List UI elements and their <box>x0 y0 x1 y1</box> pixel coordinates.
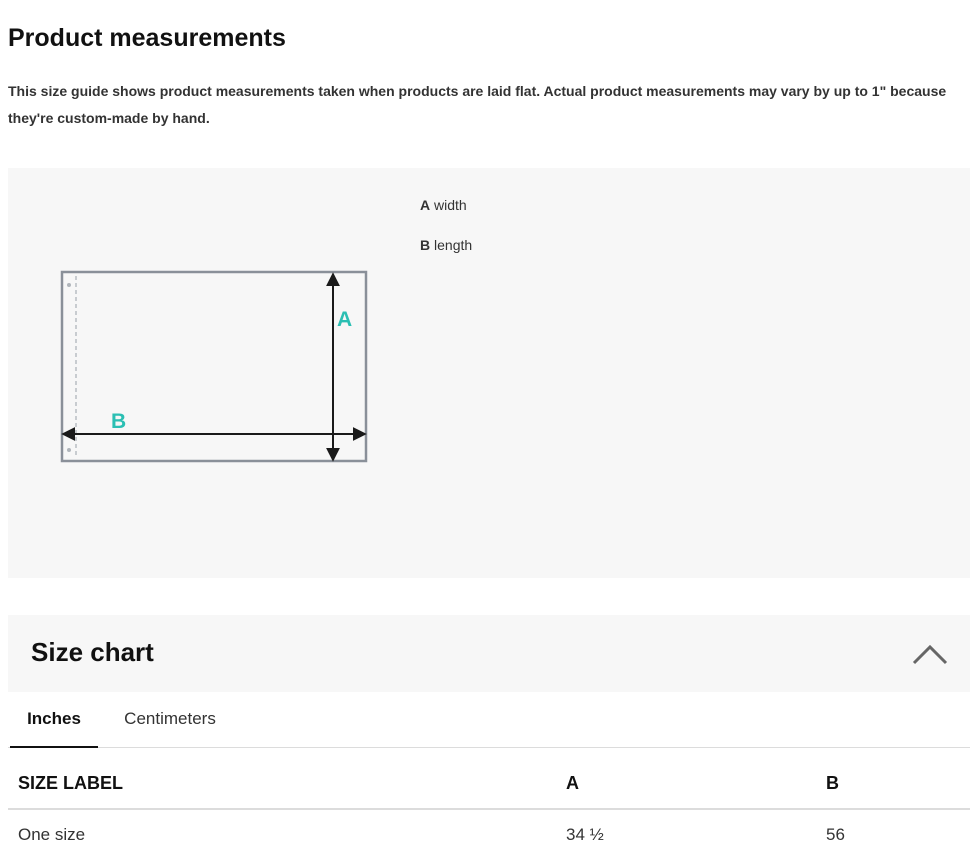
table-header-row <box>8 758 970 809</box>
tab-centimeters[interactable]: Centimeters <box>124 709 216 728</box>
size-chart-title: Size chart <box>31 637 154 667</box>
hem-dot-bottom <box>67 448 71 452</box>
product-outline <box>62 272 366 461</box>
measurement-legend <box>420 196 472 276</box>
size-chart-header[interactable] <box>8 615 970 692</box>
legend-label: width <box>434 197 467 213</box>
legend-label: length <box>434 237 473 253</box>
chevron-up-icon <box>908 635 952 671</box>
unit-tabs <box>8 693 970 748</box>
measurement-diagram <box>8 168 970 578</box>
marker-a-label: A <box>337 308 353 331</box>
legend-item-width <box>420 196 472 236</box>
collapse-button[interactable] <box>908 635 952 671</box>
page-title: Product measurements <box>8 24 286 52</box>
column-header-b: B <box>816 758 970 809</box>
column-header-a: A <box>556 758 816 809</box>
size-label-cell: One size <box>18 825 86 844</box>
measurement-diagram-panel <box>8 168 970 578</box>
marker-b-label: B <box>111 410 127 433</box>
column-header-size-label: SIZE LABEL <box>8 758 556 809</box>
legend-key: B <box>420 237 431 253</box>
hem-dot-top <box>67 283 71 287</box>
measurement-b-cell: 56 <box>826 825 845 844</box>
table-row <box>8 809 970 860</box>
tab-inches[interactable]: Inches <box>10 693 98 748</box>
size-guide-intro: This size guide shows product measurements taken when products are laid flat. Actual product measurements may vary by up to 1" because they're custom-made by hand. <box>8 83 947 126</box>
legend-item-length <box>420 236 472 276</box>
legend-key: A <box>420 197 431 213</box>
size-table <box>8 758 970 860</box>
measurement-a-cell: 34 ½ <box>566 825 604 844</box>
